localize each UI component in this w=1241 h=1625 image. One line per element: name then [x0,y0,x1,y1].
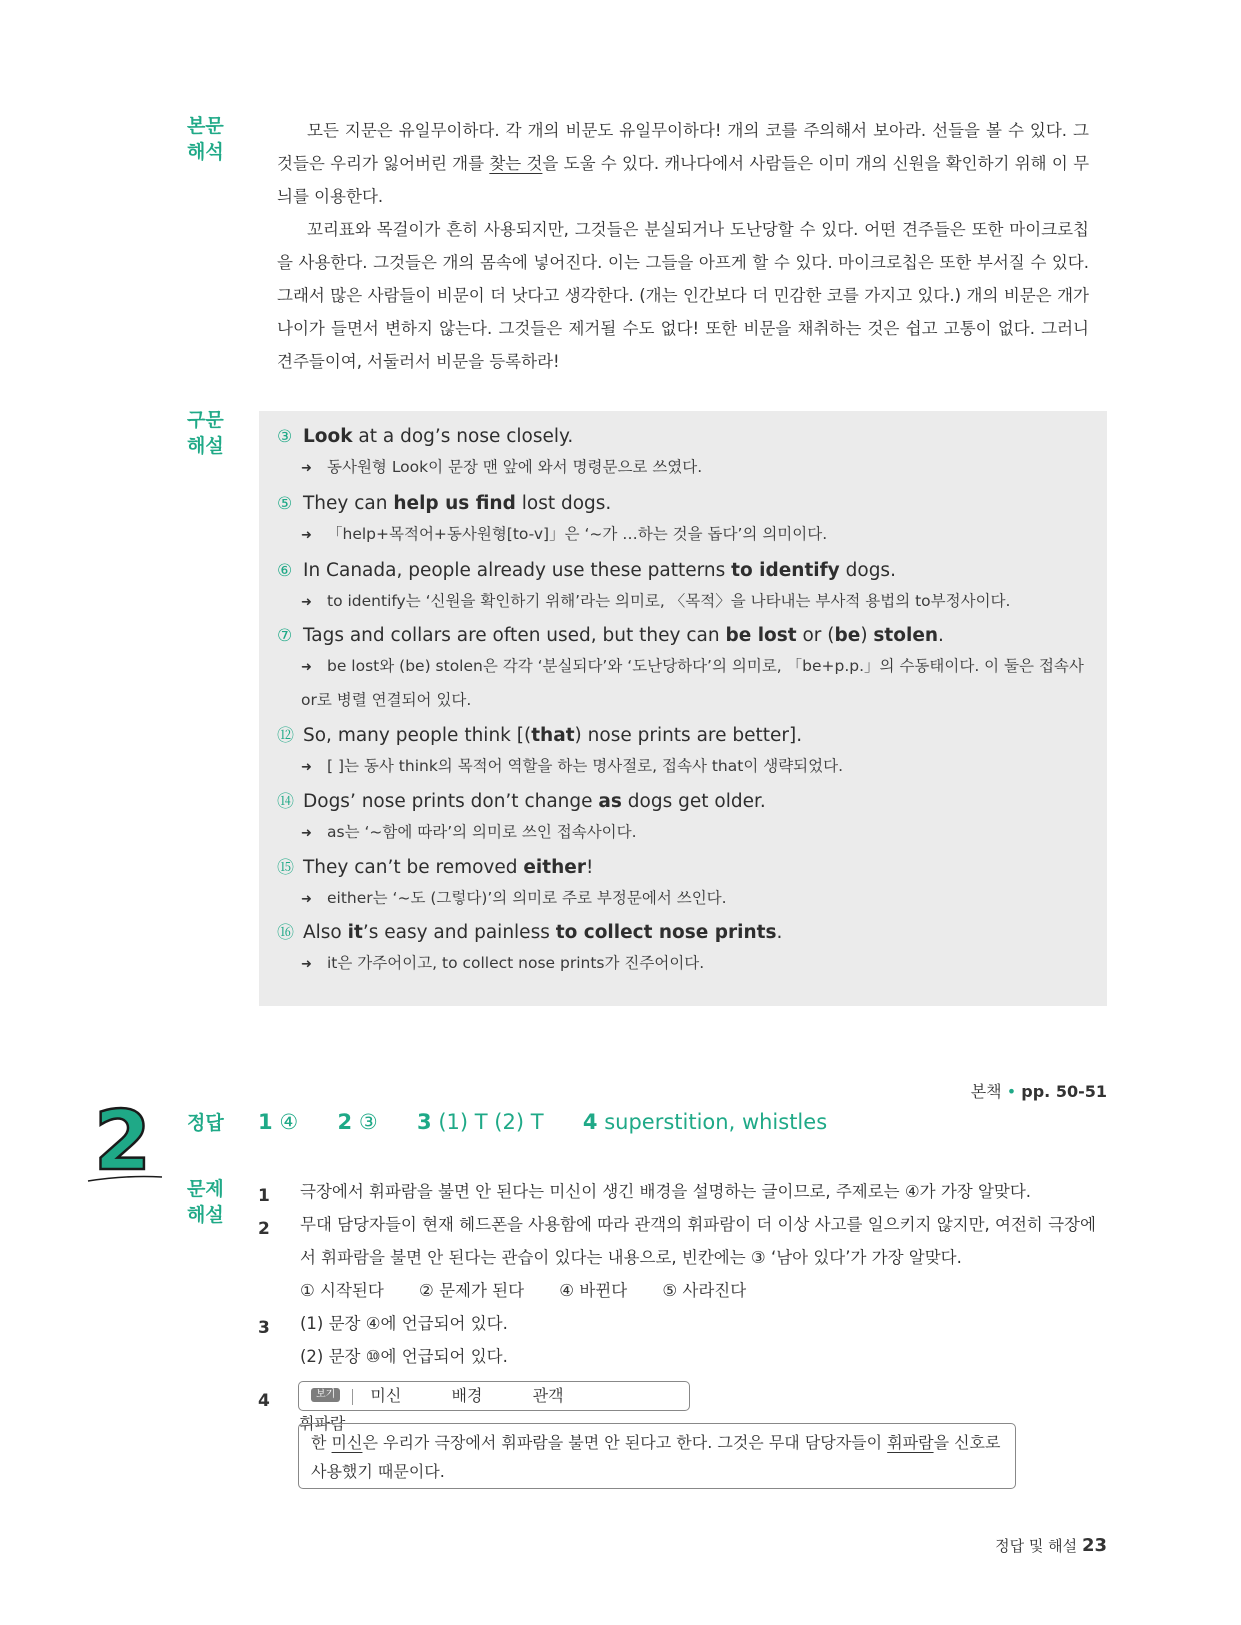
translation-paragraph-2: 꼬리표와 목걸이가 흔히 사용되지만, 그것들은 분실되거나 도난당할 수 있다. 어떤 견주들은 또한 마이크로칩을 사용한다. 그것들은 개의 몸속에 넣어진다. 이는 그들을 아프게 할 수 있다. 마이크로칩은 또한 부서질 수 있다. 그래서 많은 사람들이 비문이 더 낫다고 생각한다. (개는 인간보다 더 민감한 코를 가지고 있다.) 개의 비문은 개가 나이가 들면서 변하지 않는다. 그것들은 제거될 수도 없다! 또한 비문을 채취하는 것은 쉽고 고통이 없다. 그러니 견주들이여, 서둘러서 비문을 등록하라! [277,220,1089,371]
arrow-icon: ➜ [301,826,312,841]
sentence-number: ⑤ [277,494,293,514]
bogi-word: 배경 [451,1386,483,1405]
label-explanation: 문제 해설 [187,1178,224,1226]
page-footer: 정답 및 해설 23 [995,1535,1107,1556]
grammar-sentence: ⑯ Also it’s easy and painless to collect nose prints. [277,919,1087,947]
grammar-note: ➜ either는 ‘~도 (그렇다)’의 의미로 주로 부정문에서 쓰인다. [277,882,1087,916]
label-translation: 본문 해석 [187,115,224,163]
answer-line: 1 ④ 2 ③ 3 (1) T (2) T 4 superstition, whistles [258,1110,828,1134]
grammar-item [277,423,1087,485]
grammar-note: ➜ as는 ‘~함에 따라’의 의미로 쓰인 접속사이다. [277,816,1087,850]
exp-3-1: (1) 문장 ④에 언급되어 있다. [300,1314,508,1333]
sentence-number: ③ [277,427,293,447]
grammar-item [277,854,1087,916]
exp-3-2: (2) 문장 ⑩에 언급되어 있다. [300,1347,508,1366]
exp-2: 무대 담당자들이 현재 헤드폰을 사용함에 따라 관객의 휘파람이 더 이상 사고를 일으키지 않지만, 여전히 극장에서 휘파람을 불면 안 된다는 관습이 있다는 내용으로, 빈칸에는 ③ ‘남아 있다’가 가장 알맞다. [300,1215,1096,1267]
summary-box: 한 미신은 우리가 극장에서 휘파람을 불면 안 된다고 한다. 그것은 무대 담당자들이 휘파람을 신호로 사용했기 때문이다. [298,1423,1016,1489]
sentence-number: ⑮ [277,858,294,878]
label-grammar: 구문 해설 [187,409,224,457]
grammar-item [277,919,1087,981]
grammar-box [259,411,1107,1006]
grammar-item [277,722,1087,784]
grammar-sentence: ⑤ They can help us find lost dogs. [277,490,1087,518]
bogi-badge: 보기 [311,1388,340,1402]
arrow-icon: ➜ [301,892,312,907]
sentence-number: ⑫ [277,726,294,746]
arrow-icon: ➜ [301,461,312,476]
grammar-sentence: ③ Look at a dog’s nose closely. [277,423,1087,451]
grammar-item [277,557,1087,619]
sentence-number: ⑯ [277,923,294,943]
arrow-icon: ➜ [301,760,312,775]
grammar-note: ➜ 동사원형 Look이 문장 맨 앞에 와서 명령문으로 쓰였다. [277,451,1087,485]
exp-number-1: 1 [258,1186,270,1206]
page-reference: 본책 • pp. 50-51 [970,1082,1107,1101]
bogi-word-box [298,1381,690,1433]
sentence-number: ⑥ [277,561,293,581]
arrow-icon: ➜ [301,660,312,675]
grammar-sentence: ⑥ In Canada, people already use these patterns to identify dogs. [277,557,1087,585]
grammar-note: ➜ 「help+목적어+동사원형[to-v]」은 ‘~가 …하는 것을 돕다’의 의미이다. [277,518,1087,552]
arrow-icon: ➜ [301,595,312,610]
grammar-sentence: ⑮ They can’t be removed either! [277,854,1087,882]
exp-1: 극장에서 휘파람을 불면 안 된다는 미신이 생긴 배경을 설명하는 글이므로, 주제로는 ④가 가장 알맞다. [300,1182,1032,1201]
section-number-2-icon [86,1095,166,1187]
sentence-number: ⑭ [277,792,294,812]
grammar-note: ➜ to identify는 ‘신원을 확인하기 위해’라는 의미로, 〈목적〉을 나타내는 부사적 용법의 to부정사이다. [277,585,1087,619]
exp-number-3: 3 [258,1318,270,1338]
bogi-word: 휘파람 [299,1414,346,1433]
exp-number-4: 4 [258,1391,270,1411]
grammar-sentence: ⑭ Dogs’ nose prints don’t change as dogs get older. [277,788,1087,816]
grammar-note: ➜ [ ]는 동사 think의 목적어 역할을 하는 명사절로, 접속사 that이 생략되었다. [277,750,1087,784]
grammar-sentence: ⑫ So, many people think [(that) nose prints are better]. [277,722,1087,750]
exp-2-options: ① 시작된다 ② 문제가 된다 ④ 바뀐다 ⑤ 사라진다 [300,1281,747,1300]
sentence-number: ⑦ [277,626,293,646]
grammar-item [277,622,1087,717]
label-answer: 정답 [187,1112,224,1134]
translation-text [277,114,1089,378]
section-number: 2 [94,1095,152,1187]
arrow-icon: ➜ [301,957,312,972]
bogi-word: 미신 [370,1386,402,1405]
grammar-item [277,490,1087,552]
grammar-item [277,788,1087,850]
grammar-note: ➜ it은 가주어이고, to collect nose prints가 진주어이다. [277,947,1087,981]
translation-paragraph-1: 모든 지문은 유일무이하다. 각 개의 비문도 유일무이하다! 개의 코를 주의해서 보아라. 선들을 볼 수 있다. 그것들은 우리가 잃어버린 개를 찾는 것을 도울 수 있다. 캐나다에서 사람들은 이미 개의 신원을 확인하기 위해 이 무늬를 이용한다. [277,121,1090,206]
grammar-note: ➜ be lost와 (be) stolen은 각각 ‘분실되다’와 ‘도난당하다’의 의미로, 「be+p.p.」의 수동태이다. 이 둘은 접속사 [277,650,1087,684]
exp-number-2: 2 [258,1219,270,1239]
grammar-sentence: ⑦ Tags and collars are often used, but they can be lost or (be) stolen. [277,622,1087,650]
grammar-note: or로 병렬 연결되어 있다. [301,691,472,709]
arrow-icon: ➜ [301,528,312,543]
bogi-word: 관객 [532,1386,564,1405]
page-number: 23 [1081,1535,1107,1556]
